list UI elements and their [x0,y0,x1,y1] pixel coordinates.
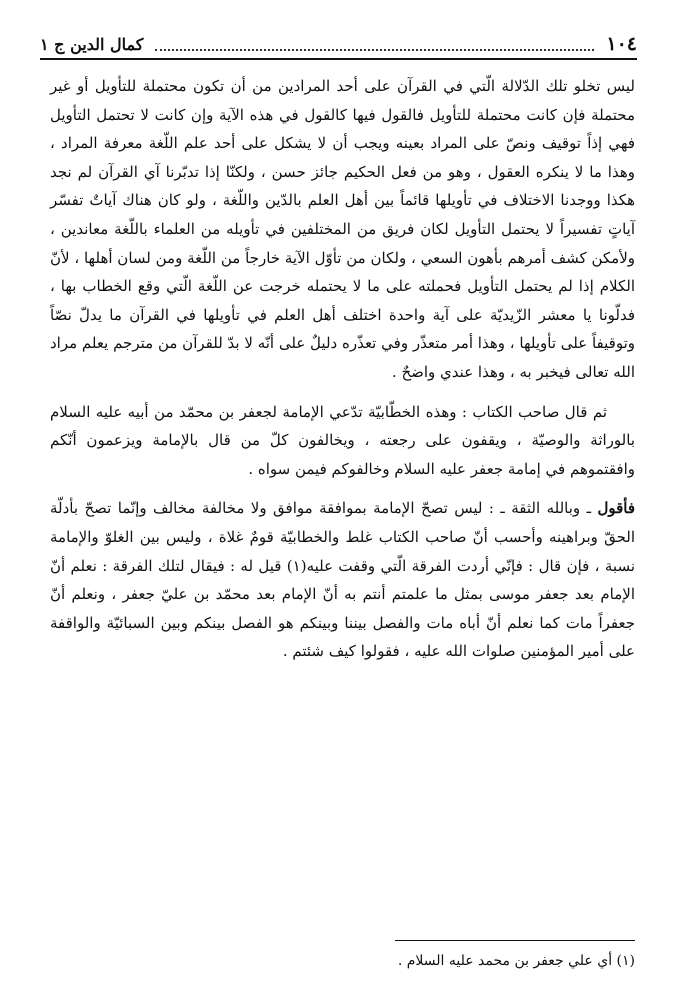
paragraph-text: ثم قال صاحب الكتاب : وهذه الخطّابيّة تدّعي الإمامة لجعفر بن محمّد من أبيه عليه السلام بالوراثة والوصيّة ، ويقفون على رجعته ، ويخالفون كلّ من قال بالإمامة ويزعمون أنّكم وافقتموهم في إمامة جعفر عليه السلام وخالفوكم فيمن سواه . [50,402,635,478]
paragraph-text: ليس تخلو تلك الدّلالة الّتي في القرآن على أحد المرادين من أن تكون محتملة للتأويل أو غير محتملة فإن كانت محتملة للتأويل فالقول فيها كالقول في هذه الآية وإن كانت لا تحتمل التأويل فهي إذاً توقيف ونصّ على المراد بعينه ويجب أن لا يشكل على أحد علم اللّغة معرفة المراد ، وهذا ما لا ينكره العقول ، وهو من فعل الحكيم جائز حسن ، ولكنّا إذا تدبّرنا آي القرآن لم نجد هكذا ووجدنا الاختلاف في تأويلها قائماً بين أهل العلم بالدّين واللّغة ، ولو كان هناك آياتٌ تفسّر آياتٍ تفسيراً لا يحتمل التأويل لكان فريق من المختلفين في تأويله من العلماء باللّغة معاندين ، ولأمكن كشف أمرهم بأهون السعي ، ولكان من تأوّل الآية خارجاً من اللّغة ومن لسان أهلها ، لأنّ الكلام إذا لم يحتمل التأويل فحملته على ما لا يحتمله خرجت عن اللّغة الّتي وقع الخطاب بها ، فدلّونا يا معشر الزّيديّة على آية واحدة اختلف أهل العلم في تأويلها في القرآن ما يدلّ نصّاً وتوقيفاً على تأويلها ، وهذا أمر متعذّر وفي تعذّره دليلٌ على أنّه لا بدّ للقرآن من مترجم يعلم مراد الله تعالى فيخبر به ، وهذا عندي واضحٌ . [50,77,635,381]
paragraph-lead-word: فأقول [597,499,635,518]
paragraph-text: ـ وبالله الثقة ـ : ليس تصحّ الإمامة بموافقة موافق ولا مخالفة مخالف وإنّما تصحّ بأدلّة الحقّ وبراهينه وأحسب أنّ صاحب الكتاب غلط والخطابيّة قومٌ غلاة ، وليس بين الغلوّ والإمامة نسبة ، فإن قال : فإنّي أردت الفرقة الّتي وقفت عليه(١) قيل له : فيقال لتلك الفرقة : نعلم أنّ الإمام بعد جعفر موسى بمثل ما علمتم أنتم به أنّ الإمام بعد محمّد بن عليّ جعفر ، ونعلم أنّ جعفراً مات كما نعلم أنّ أباه مات والفصل بيننا وبينكم هو الفصل بينكم وبين السبائيّة والواقفة على أمير المؤمنين صلوات الله عليه ، فقولوا كيف شئتم . [50,499,636,661]
dotted-leader [155,37,594,51]
paragraph-3 [50,494,635,666]
main-text [50,72,635,666]
page-number: ١٠٤ [606,33,637,55]
paragraph-1 [50,72,635,387]
page-header [40,30,637,60]
footnote-separator [395,940,635,941]
paragraph-2 [50,398,635,484]
running-title: كمال الدين ج ١ [40,34,144,54]
footnote: (١) أي علي جعفر بن محمد عليه السلام . [397,953,635,969]
